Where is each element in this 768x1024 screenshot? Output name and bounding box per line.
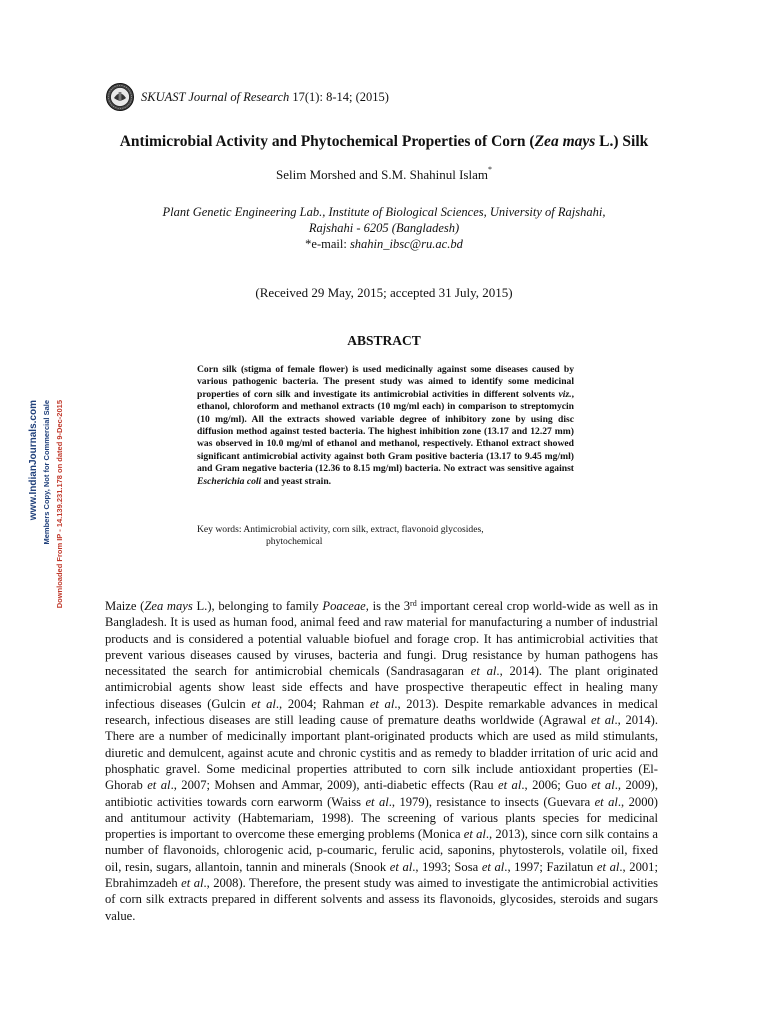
abstract-text-1: Corn silk (stigma of female flower) is used medicinally against some diseases caused by various pathogenic bacteria. The present study was aimed to identify some medicinal properties of corn silk and investigate its antimicrobial activities in different solvents (197, 364, 574, 400)
keywords-line-1: Antimicrobial activity, corn silk, extract, flavonoid glycosides, (241, 524, 484, 535)
intro-italic: et al (470, 664, 497, 679)
intro-italic: et al (463, 827, 486, 842)
intro-text: ., 2009), antibiotic activities towards corn earworm (Waiss (105, 778, 658, 809)
title-prefix: Antimicrobial Activity and Phytochemical Properties of Corn ( (119, 133, 535, 150)
paper-title (0, 133, 768, 151)
watermark-copy-notice: Members Copy, Not for Commercial Sale (42, 400, 51, 545)
intro-text: ., 1997; Fazilatun (504, 859, 597, 874)
intro-text: ., 2006; Guo (521, 778, 592, 793)
journal-header (105, 82, 389, 112)
journal-logo-icon (105, 82, 135, 112)
email-label: *e-mail: (305, 237, 350, 251)
title-suffix: L.) Silk (595, 133, 649, 150)
watermark-download-info: Downloaded From IP - 14.139.231.178 on dated 9-Dec-2015 (55, 400, 64, 609)
intro-italic: et al (591, 778, 615, 793)
author-list (0, 167, 768, 183)
abstract-viz: viz. (558, 388, 572, 400)
intro-text: ., 2000) and antitumour activity (Habtemariam, 1998). The screening of various plants species for medicinal properties is important to overcome these emerging problems (Monica (105, 794, 658, 842)
intro-text: important cereal crop world-wide as well as in Bangladesh. It is used as human food, animal feed and raw material for manufacturing a number of industrial products and is considered a potential valuable biofuel and forage crop. It has antimicrobial activities that prevent various diseases caused by viruses, bacteria and fungi. Drug resistance by human pathogens has necessitated the search for antimicrobial chemicals (Sandrasagaran (105, 599, 659, 679)
intro-text: Maize ( (105, 599, 145, 613)
intro-text: ., 2001; Ebrahimzadeh (105, 859, 658, 891)
affiliation-line-1: Plant Genetic Engineering Lab., Institute of Biological Sciences, University of Rajshahi, (162, 205, 606, 219)
keywords-line-2: phytochemical (266, 536, 323, 548)
intro-text: ., 2013), since corn silk contains a number of flavonoids, chlorogenic acid, p-coumaric, ferulic acid, saponins, phytosterols, volatile oil, fixed oil, resin, sugars, allantoin, tannin and minerals (Snook (105, 827, 658, 874)
side-watermark (28, 400, 74, 620)
intro-italic: et al (365, 794, 389, 809)
intro-italic: Poaceae, (322, 599, 369, 613)
intro-italic: et al (591, 713, 615, 728)
intro-text: ., 2004; Rahman (275, 696, 370, 711)
intro-italic: et al (147, 778, 171, 793)
intro-italic: et al (369, 696, 395, 711)
keywords-label: Key words: (197, 524, 242, 535)
keywords (197, 524, 574, 549)
intro-text: ., 2014). The plant originated antimicrobial agents show least side effects and have prospective therapeutic effect in healing many infectious diseases (Gulcin (105, 664, 659, 711)
intro-text: ., 2013). Despite remarkable advances in medical research, infectious diseases are still leading cause of premature deaths worldwide (Agrawal (105, 696, 658, 728)
intro-text: ., 1993; Sosa (412, 859, 482, 874)
intro-italic: et al (389, 859, 413, 874)
intro-text: ., 2007; Mohsen and Ammar, 2009), anti-diabetic effects (Rau (170, 778, 499, 793)
intro-italic: et al (594, 794, 618, 809)
intro-italic: et al (481, 859, 505, 874)
journal-citation: 17(1): 8-14; (2015) (292, 89, 389, 104)
affiliation (110, 204, 658, 252)
email-line (110, 236, 658, 252)
affiliation-line-2: Rajshahi - 6205 (Bangladesh) (308, 221, 460, 235)
intro-superscript: rd (410, 599, 417, 608)
journal-name: SKUAST Journal of Research (141, 89, 290, 104)
abstract-text-3: and yeast strain. (261, 475, 332, 487)
intro-text: ., 2008). Therefore, the present study was aimed to investigate the antimicrobial activities of corn silk extracts prepared in different solvents and assess its flavonoids, glycosides, steroids and sugars value. (105, 876, 658, 923)
author-names: Selim Morshed and S.M. Shahinul Islam (276, 167, 488, 182)
abstract-text-2: , ethanol, chloroform and methanol extracts (10 mg/ml each) in comparison to streptomycin (10 mg/ml). All the extracts showed variable degree of inhibitory zone by using disc diffusion method against tested bacteria. The highest inhibition zone (13.17 and 12.27 mm) was observed in 10.0 mg/ml of ethanol and methanol, respectively. Ethanol extract showed significant antimicrobial activity against both Gram positive bacteria (13.17 to 9.45 mg/ml) and Gram negative bacteria (12.36 to 8.15 mg/ml) bacteria. No extract was sensitive against (197, 388, 574, 475)
received-dates: (Received 29 May, 2015; accepted 31 July, 2015) (255, 285, 513, 300)
intro-paragraph (105, 598, 658, 924)
abstract-heading: ABSTRACT (347, 333, 421, 348)
intro-italic: Zea mays (144, 599, 193, 613)
intro-italic: et al (596, 859, 620, 874)
abstract-species: Escherichia coli (197, 475, 262, 487)
intro-text: is the 3 (368, 599, 411, 613)
watermark-site[interactable]: www.IndianJournals.com (28, 400, 39, 521)
intro-italic: et al (498, 778, 522, 793)
intro-text: L.), belonging to family (192, 599, 323, 613)
intro-text: ., 2014). There are a number of medicinally important plant-originated products which are used as mild stimulants, diuretic and demulcent, against acute and chronic cystitis and as remedy to bladder irritation of uric acid and phosphatic gravel. Some medicinal properties attributed to corn silk include antioxidant properties (El-Ghorab (105, 713, 658, 793)
corresponding-mark: * (487, 165, 492, 174)
intro-italic: et al (251, 696, 276, 711)
title-species: Zea mays (534, 133, 596, 150)
intro-text: ., 1979), resistance to insects (Guevara (388, 794, 595, 809)
intro-italic: et al (181, 876, 204, 891)
abstract-body (197, 364, 574, 488)
email-link[interactable]: shahin_ibsc@ru.ac.bd (349, 237, 463, 251)
